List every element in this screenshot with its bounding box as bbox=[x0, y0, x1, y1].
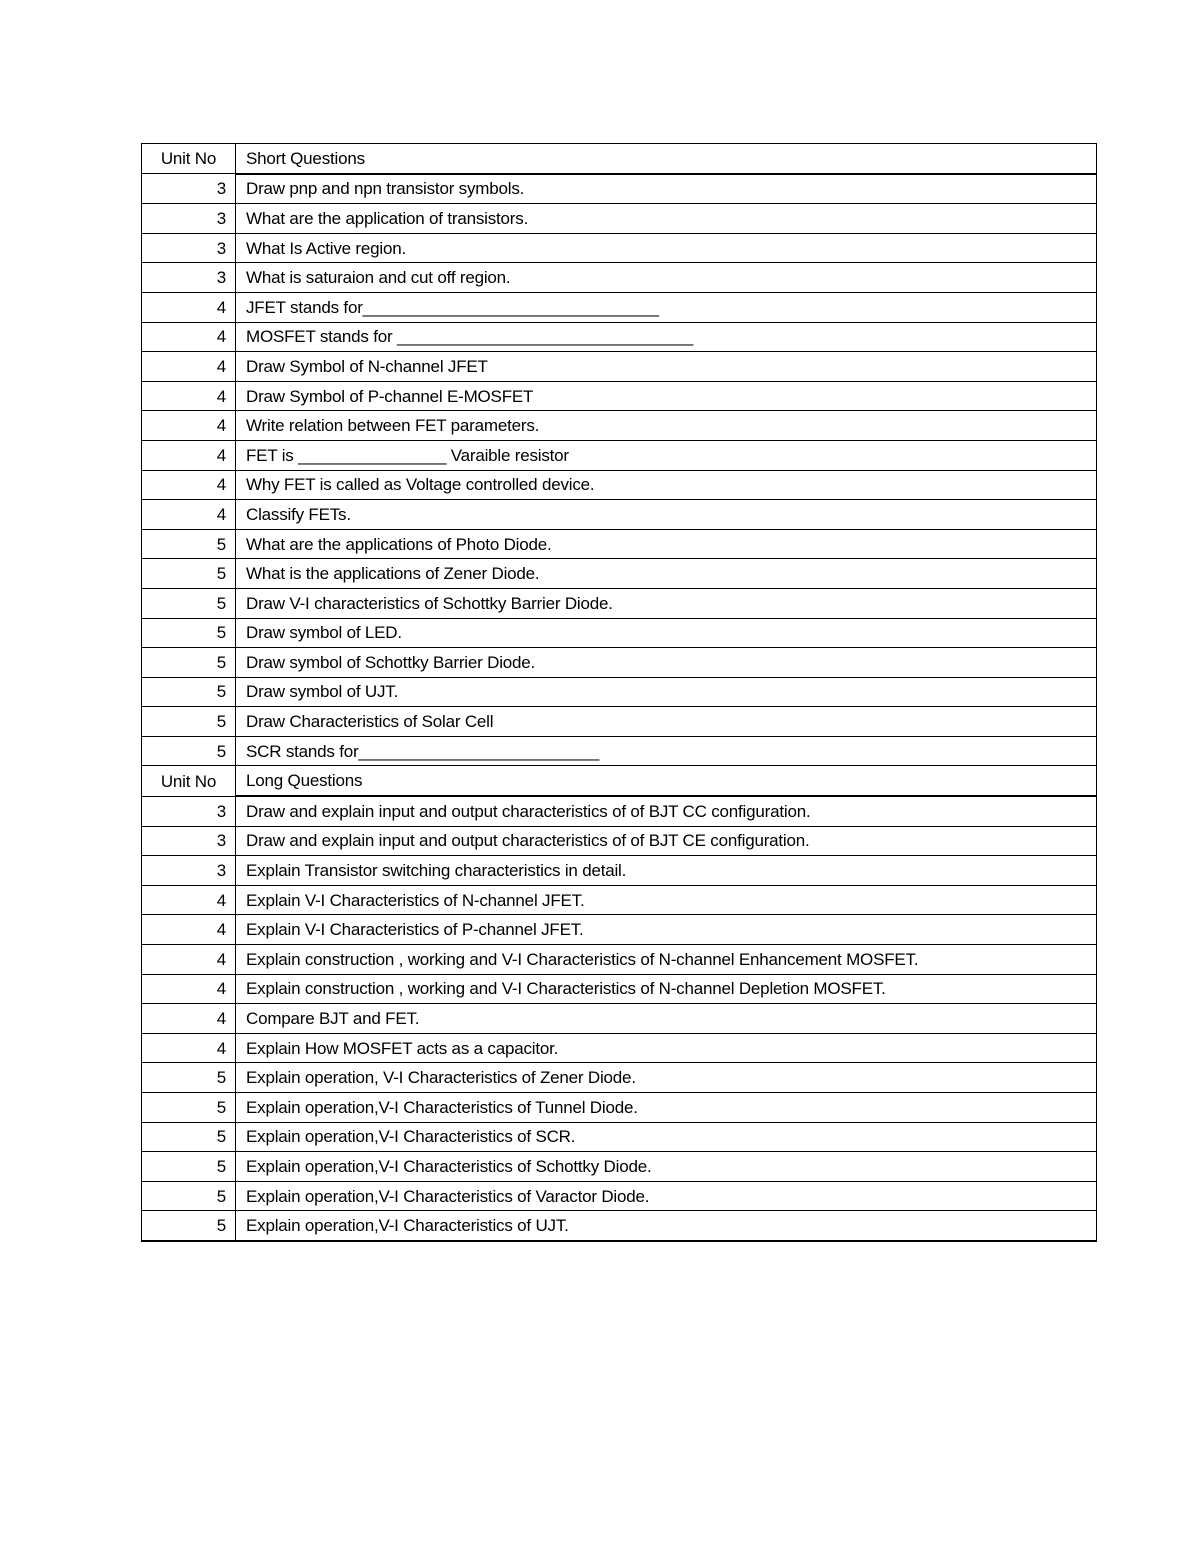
table-row bbox=[142, 1033, 1097, 1063]
unit-cell: 4 bbox=[142, 1004, 236, 1034]
long-questions-section bbox=[142, 766, 1097, 1241]
question-cell: Explain Transistor switching characteristics in detail. bbox=[236, 856, 1097, 886]
unit-cell: 3 bbox=[142, 204, 236, 234]
table-row bbox=[142, 796, 1097, 826]
unit-cell: 3 bbox=[142, 796, 236, 826]
table-row bbox=[142, 204, 1097, 234]
question-cell: Draw Symbol of N-channel JFET bbox=[236, 352, 1097, 382]
table-row bbox=[142, 707, 1097, 737]
unit-cell: 5 bbox=[142, 1122, 236, 1152]
unit-cell: 5 bbox=[142, 1063, 236, 1093]
table-row bbox=[142, 1181, 1097, 1211]
unit-cell: 3 bbox=[142, 856, 236, 886]
question-cell: Write relation between FET parameters. bbox=[236, 411, 1097, 441]
table-row bbox=[142, 263, 1097, 293]
unit-cell: 4 bbox=[142, 945, 236, 975]
table-row bbox=[142, 1093, 1097, 1123]
table-row bbox=[142, 1063, 1097, 1093]
unit-cell: 3 bbox=[142, 233, 236, 263]
question-cell: MOSFET stands for ________________________________ bbox=[236, 322, 1097, 352]
unit-cell: 5 bbox=[142, 707, 236, 737]
question-cell: Draw symbol of LED. bbox=[236, 618, 1097, 648]
question-cell: Draw and explain input and output characteristics of of BJT CE configuration. bbox=[236, 826, 1097, 856]
question-cell: Explain operation,V-I Characteristics of SCR. bbox=[236, 1122, 1097, 1152]
question-cell: Draw and explain input and output characteristics of of BJT CC configuration. bbox=[236, 796, 1097, 826]
unit-cell: 4 bbox=[142, 1033, 236, 1063]
table-row bbox=[142, 1122, 1097, 1152]
table-row bbox=[142, 856, 1097, 886]
question-cell: What is saturaion and cut off region. bbox=[236, 263, 1097, 293]
table-row bbox=[142, 618, 1097, 648]
question-cell: What is the applications of Zener Diode. bbox=[236, 559, 1097, 589]
table-row bbox=[142, 885, 1097, 915]
unit-cell: 4 bbox=[142, 885, 236, 915]
table-row bbox=[142, 915, 1097, 945]
table-row bbox=[142, 677, 1097, 707]
unit-cell: 4 bbox=[142, 352, 236, 382]
unit-cell: 4 bbox=[142, 381, 236, 411]
question-cell: What Is Active region. bbox=[236, 233, 1097, 263]
short-questions-heading: Short Questions bbox=[236, 144, 1097, 174]
question-cell: What are the application of transistors. bbox=[236, 204, 1097, 234]
question-cell: Compare BJT and FET. bbox=[236, 1004, 1097, 1034]
question-cell: Explain V-I Characteristics of P-channel JFET. bbox=[236, 915, 1097, 945]
table-row bbox=[142, 736, 1097, 766]
short-questions-section bbox=[142, 144, 1097, 766]
question-cell: What are the applications of Photo Diode. bbox=[236, 529, 1097, 559]
question-table bbox=[141, 143, 1097, 1242]
unit-cell: 5 bbox=[142, 1093, 236, 1123]
table-row bbox=[142, 381, 1097, 411]
question-cell: Explain operation,V-I Characteristics of Schottky Diode. bbox=[236, 1152, 1097, 1182]
long-questions-heading: Long Questions bbox=[236, 766, 1097, 796]
table-row bbox=[142, 1211, 1097, 1241]
question-cell: Draw symbol of UJT. bbox=[236, 677, 1097, 707]
unit-cell: 4 bbox=[142, 440, 236, 470]
table-row bbox=[142, 470, 1097, 500]
question-cell: Draw V-I characteristics of Schottky Barrier Diode. bbox=[236, 588, 1097, 618]
unit-cell: 5 bbox=[142, 618, 236, 648]
table-row bbox=[142, 233, 1097, 263]
question-cell: Draw Characteristics of Solar Cell bbox=[236, 707, 1097, 737]
table-row bbox=[142, 1152, 1097, 1182]
question-cell: Draw symbol of Schottky Barrier Diode. bbox=[236, 648, 1097, 678]
question-cell: Explain V-I Characteristics of N-channel JFET. bbox=[236, 885, 1097, 915]
table-row bbox=[142, 1004, 1097, 1034]
table-row bbox=[142, 292, 1097, 322]
unit-cell: 5 bbox=[142, 1152, 236, 1182]
table-row bbox=[142, 974, 1097, 1004]
table-row bbox=[142, 648, 1097, 678]
unit-cell: 3 bbox=[142, 174, 236, 204]
unit-cell: 4 bbox=[142, 411, 236, 441]
unit-cell: 5 bbox=[142, 648, 236, 678]
question-cell: Explain operation,V-I Characteristics of UJT. bbox=[236, 1211, 1097, 1241]
unit-cell: 5 bbox=[142, 677, 236, 707]
unit-cell: 5 bbox=[142, 588, 236, 618]
question-cell: Explain operation,V-I Characteristics of Tunnel Diode. bbox=[236, 1093, 1097, 1123]
question-cell: Why FET is called as Voltage controlled device. bbox=[236, 470, 1097, 500]
table-row bbox=[142, 440, 1097, 470]
unit-cell: 4 bbox=[142, 470, 236, 500]
unit-cell: 4 bbox=[142, 915, 236, 945]
unit-cell: 3 bbox=[142, 263, 236, 293]
question-cell: JFET stands for________________________________ bbox=[236, 292, 1097, 322]
question-cell: Explain How MOSFET acts as a capacitor. bbox=[236, 1033, 1097, 1063]
unit-no-header: Unit No bbox=[142, 766, 236, 796]
question-cell: Draw Symbol of P-channel E-MOSFET bbox=[236, 381, 1097, 411]
long-questions-header-row bbox=[142, 766, 1097, 796]
unit-cell: 4 bbox=[142, 322, 236, 352]
question-cell: Draw pnp and npn transistor symbols. bbox=[236, 174, 1097, 204]
question-cell: Classify FETs. bbox=[236, 500, 1097, 530]
table-row bbox=[142, 411, 1097, 441]
question-cell: Explain construction , working and V-I Characteristics of N-channel Enhancement MOSFET. bbox=[236, 945, 1097, 975]
table-row bbox=[142, 174, 1097, 204]
unit-cell: 5 bbox=[142, 1181, 236, 1211]
unit-cell: 4 bbox=[142, 974, 236, 1004]
table-row bbox=[142, 826, 1097, 856]
unit-cell: 5 bbox=[142, 736, 236, 766]
unit-cell: 5 bbox=[142, 1211, 236, 1241]
table-row bbox=[142, 529, 1097, 559]
unit-cell: 5 bbox=[142, 559, 236, 589]
question-cell: Explain operation, V-I Characteristics of Zener Diode. bbox=[236, 1063, 1097, 1093]
question-cell: FET is ________________ Varaible resistor bbox=[236, 440, 1097, 470]
short-questions-header-row bbox=[142, 144, 1097, 174]
question-cell: Explain operation,V-I Characteristics of Varactor Diode. bbox=[236, 1181, 1097, 1211]
table-row bbox=[142, 588, 1097, 618]
table-row bbox=[142, 945, 1097, 975]
table-row bbox=[142, 352, 1097, 382]
question-cell: SCR stands for__________________________ bbox=[236, 736, 1097, 766]
unit-cell: 5 bbox=[142, 529, 236, 559]
table-row bbox=[142, 322, 1097, 352]
unit-cell: 3 bbox=[142, 826, 236, 856]
table-row bbox=[142, 500, 1097, 530]
unit-cell: 4 bbox=[142, 292, 236, 322]
question-cell: Explain construction , working and V-I Characteristics of N-channel Depletion MOSFET. bbox=[236, 974, 1097, 1004]
unit-no-header: Unit No bbox=[142, 144, 236, 174]
table-row bbox=[142, 559, 1097, 589]
unit-cell: 4 bbox=[142, 500, 236, 530]
